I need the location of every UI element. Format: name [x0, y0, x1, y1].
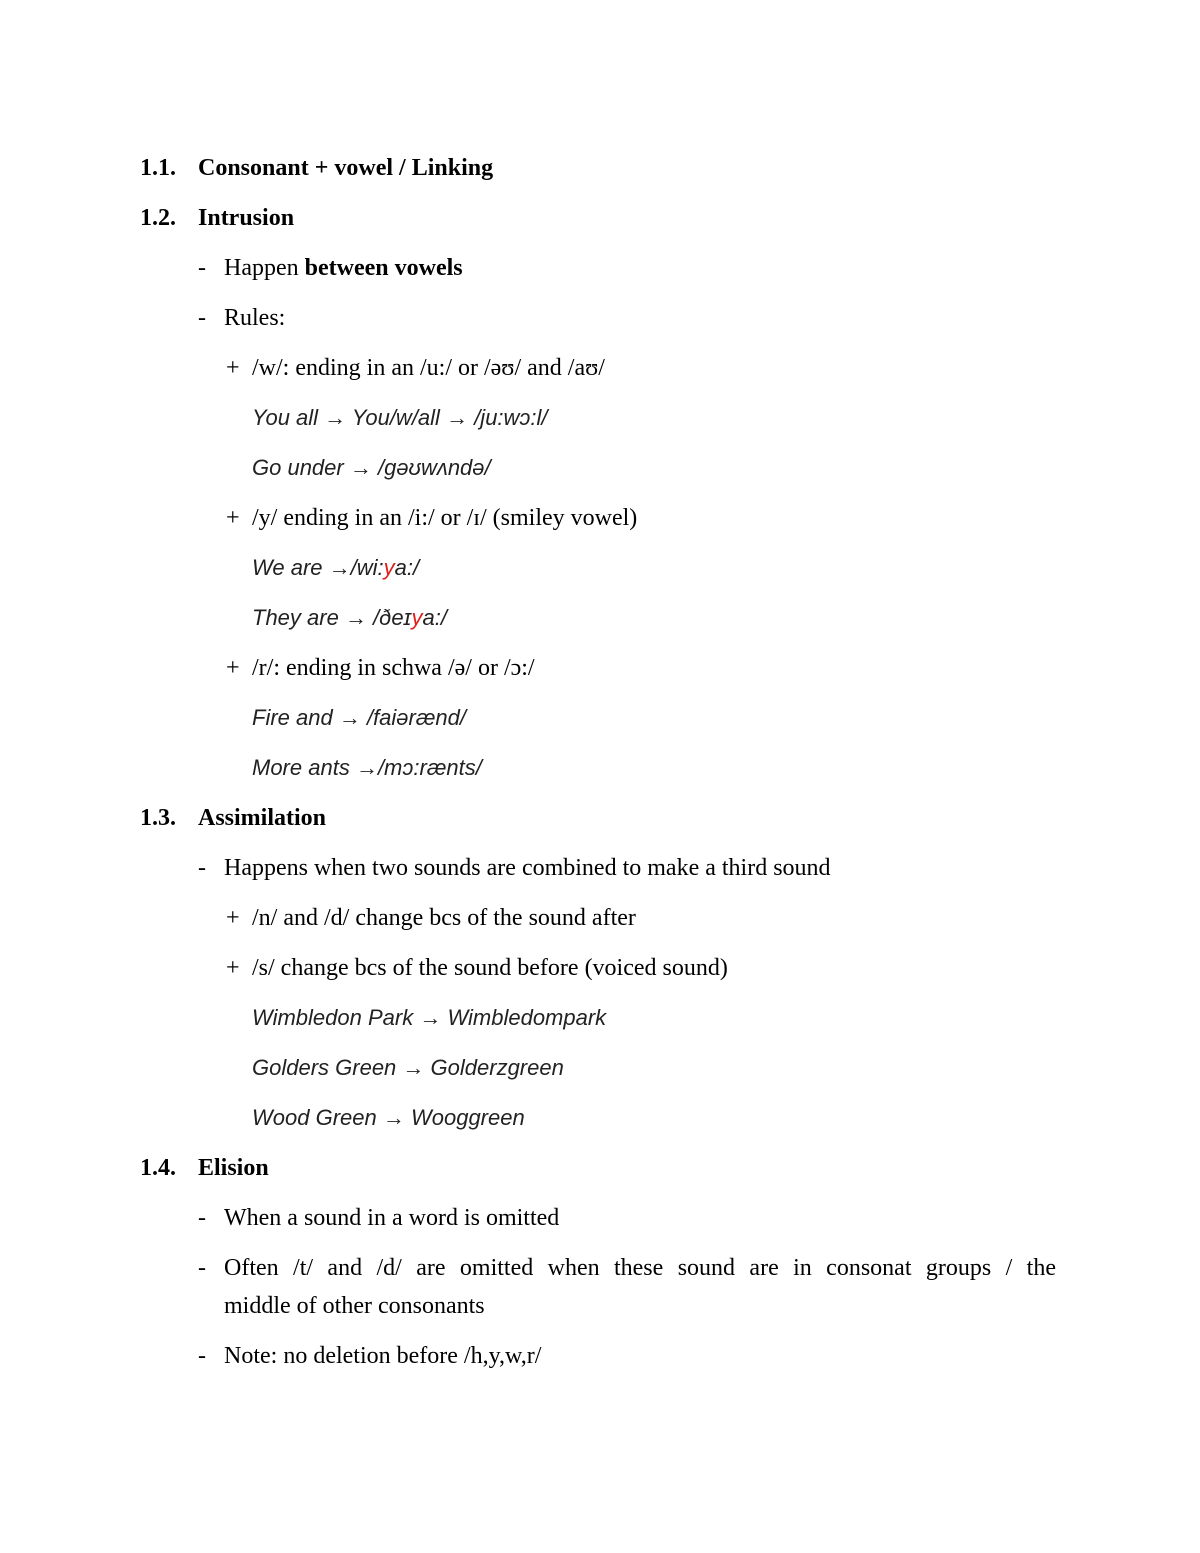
example-golders-green	[252, 1055, 564, 1081]
dash-bullet: -	[198, 1205, 206, 1231]
example-source: Wimbledon Park	[252, 1005, 420, 1030]
bullet-bold-text: between vowels	[304, 255, 463, 281]
example-go-under	[252, 455, 491, 481]
example-source: They are	[252, 605, 345, 630]
example-source: Golders Green	[252, 1055, 403, 1080]
example-result-end: a:/	[422, 605, 447, 630]
example-wood-green	[252, 1105, 525, 1131]
elision-bullet-2-line-1: Often /t/ and /d/ are omitted when these sound are in consonat groups / the	[224, 1255, 1056, 1281]
section-number: 1.1.	[140, 155, 176, 181]
example-source: Fire and	[252, 705, 339, 730]
section-number: 1.4.	[140, 1155, 176, 1181]
arrow-icon: →	[349, 455, 372, 480]
dash-bullet: -	[198, 1255, 206, 1281]
example-source: Wood Green	[252, 1105, 383, 1130]
example-source: More ants	[252, 755, 356, 780]
plus-bullet: +	[226, 355, 240, 381]
arrow-icon: →	[419, 1005, 442, 1030]
example-you-all	[252, 405, 548, 431]
example-we-are	[252, 555, 419, 581]
plus-bullet: +	[226, 655, 240, 681]
arrow-icon: →	[402, 1055, 425, 1080]
section-title: Consonant + vowel / Linking	[198, 155, 494, 181]
arrow-icon: →	[382, 1105, 405, 1130]
example-result: /faiərænd/	[366, 705, 467, 730]
example-source: We are	[252, 555, 329, 580]
section-number: 1.2.	[140, 205, 176, 231]
dash-bullet: -	[198, 855, 206, 881]
example-fire-and	[252, 705, 466, 731]
elision-bullet-3: Note: no deletion before /h,y,w,r/	[224, 1343, 542, 1369]
example-mid: You/w/all	[351, 405, 447, 430]
example-they-are	[252, 605, 447, 631]
intrusion-bullet-1	[224, 255, 463, 282]
arrow-icon: →	[324, 405, 347, 430]
example-result: /wi:	[350, 555, 384, 580]
example-result-end: a:/	[394, 555, 420, 580]
dash-bullet: -	[198, 1343, 206, 1369]
highlight-sound: y	[411, 605, 423, 630]
section-title: Elision	[198, 1155, 269, 1181]
highlight-sound: y	[383, 555, 395, 580]
example-wimbledon	[252, 1005, 606, 1031]
example-source: You all	[252, 405, 325, 430]
section-title: Intrusion	[198, 205, 295, 231]
example-result: /gəʊwʌndə/	[377, 455, 491, 480]
rule-y: /y/ ending in an /i:/ or /ɪ/ (smiley vowel)	[252, 505, 638, 531]
example-result: Wooggreen	[410, 1105, 525, 1130]
arrow-icon: →	[328, 555, 351, 580]
arrow-icon: →	[446, 405, 469, 430]
arrow-icon: →	[355, 755, 378, 780]
example-result: Wimbledompark	[447, 1005, 607, 1030]
arrow-icon: →	[344, 605, 367, 630]
intrusion-bullet-2: Rules:	[224, 305, 286, 331]
elision-bullet-2-line-2: middle of other consonants	[224, 1293, 485, 1319]
example-more-ants	[252, 755, 482, 781]
example-result: /mɔ:rænts/	[377, 755, 482, 780]
arrow-icon: →	[338, 705, 361, 730]
elision-bullet-1: When a sound in a word is omitted	[224, 1205, 560, 1231]
bullet-text: Happen	[224, 255, 305, 281]
section-number: 1.3.	[140, 805, 176, 831]
plus-bullet: +	[226, 505, 240, 531]
dash-bullet: -	[198, 305, 206, 331]
example-result: Golderzgreen	[430, 1055, 564, 1080]
section-title: Assimilation	[198, 805, 327, 831]
rule-w: /w/: ending in an /u:/ or /əʊ/ and /aʊ/	[252, 355, 605, 381]
plus-bullet: +	[226, 955, 240, 981]
assimilation-rule-2: /s/ change bcs of the sound before (voiced sound)	[252, 955, 728, 981]
plus-bullet: +	[226, 905, 240, 931]
rule-r: /r/: ending in schwa /ə/ or /ɔ:/	[252, 655, 535, 681]
assimilation-bullet-1: Happens when two sounds are combined to make a third sound	[224, 855, 831, 881]
example-result: /ju:wɔ:l/	[474, 405, 548, 430]
example-result: /ðeɪ	[373, 605, 412, 630]
example-source: Go under	[252, 455, 350, 480]
dash-bullet: -	[198, 255, 206, 281]
assimilation-rule-1: /n/ and /d/ change bcs of the sound after	[252, 905, 636, 931]
